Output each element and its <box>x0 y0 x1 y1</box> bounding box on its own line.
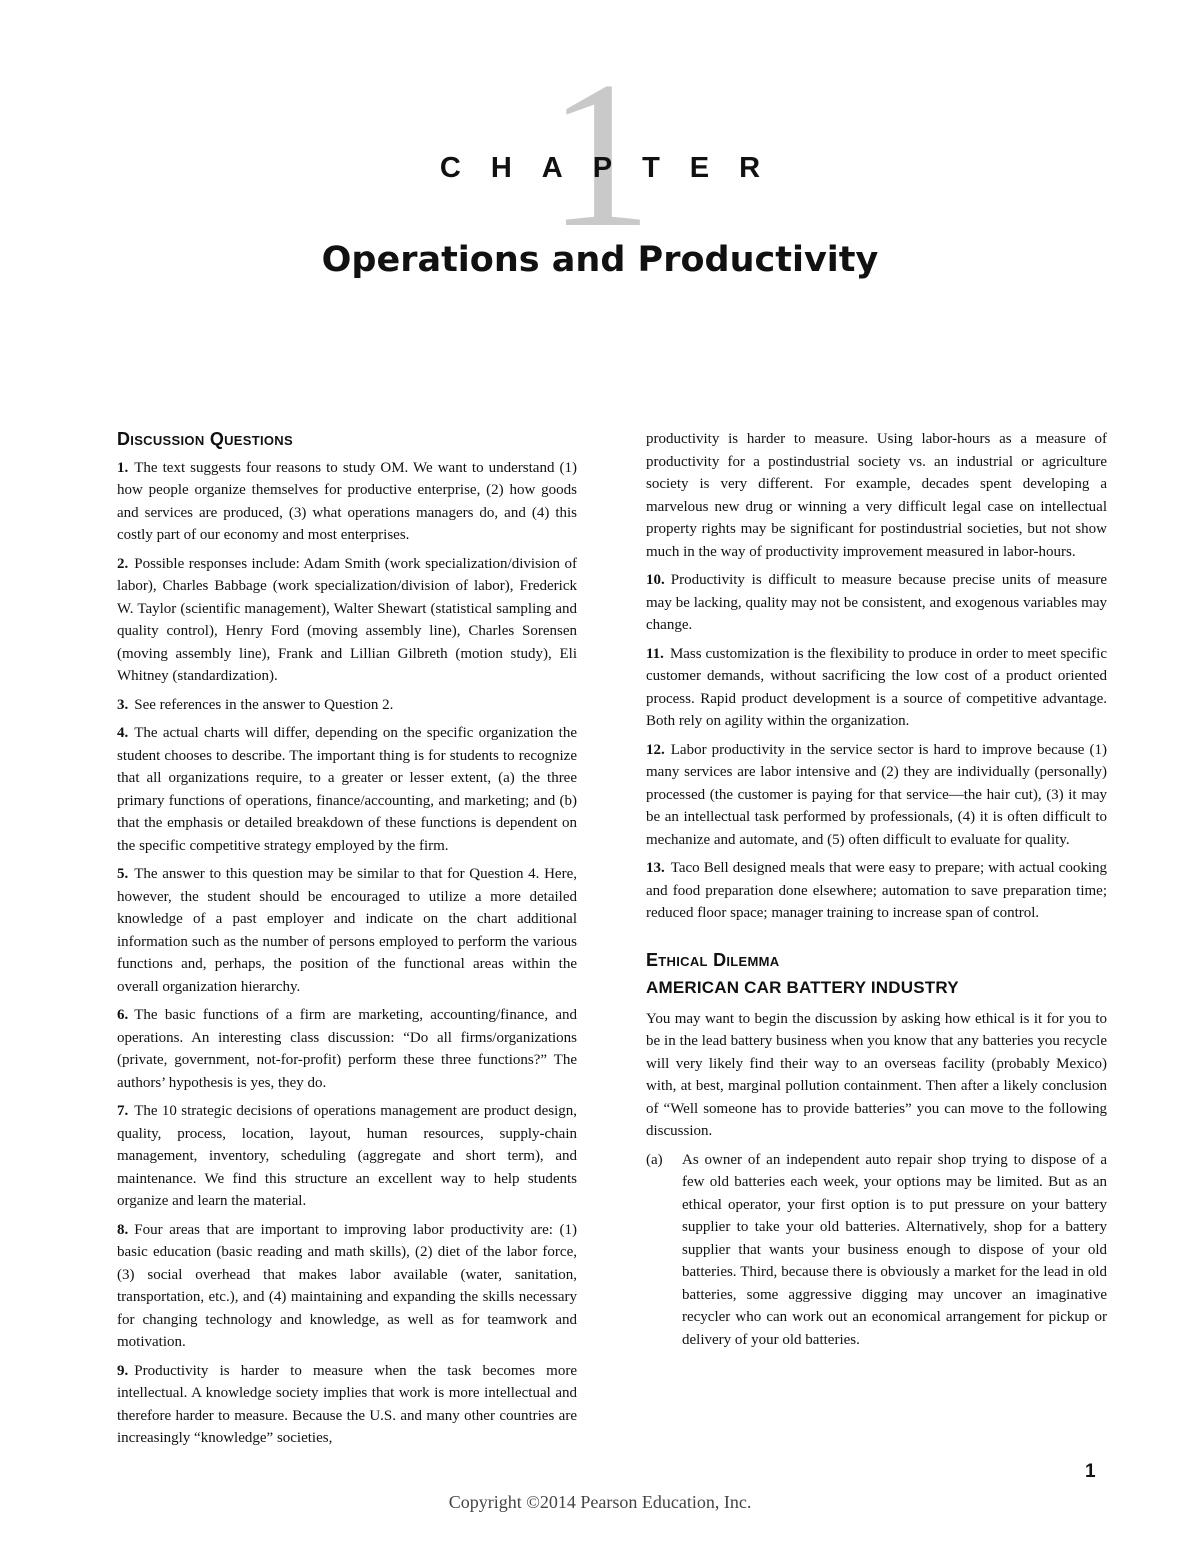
question-9 <box>117 1360 577 1450</box>
question-text: Productivity is harder to measure when the task becomes more intellectual. A knowledge society implies that work is more intellectual and therefore harder to measure. Because the U.S. and many other countries are increasingly “knowledge” societies, <box>117 1362 577 1446</box>
question-6 <box>117 1004 577 1094</box>
question-8 <box>117 1219 577 1354</box>
question-4 <box>117 722 577 857</box>
question-5 <box>117 863 577 998</box>
question-number: 1. <box>117 459 129 476</box>
question-11 <box>646 643 1107 733</box>
question-13 <box>646 857 1107 925</box>
question-number: 12. <box>646 741 665 758</box>
left-column <box>117 428 577 1456</box>
question-text: The 10 strategic decisions of operations management are product design, quality, process, location, layout, human resources, supply-chain management, inventory, scheduling (aggregate and short term), and maintenance. We find this structure an excellent way to help students organize and learn the material. <box>117 1103 577 1209</box>
question-2 <box>117 553 577 688</box>
chapter-label: CHAPTER <box>439 152 791 184</box>
list-item-label: (a) <box>646 1151 663 1168</box>
copyright-notice: Copyright ©2014 Pearson Education, Inc. <box>448 1492 752 1512</box>
question-text: The basic functions of a firm are marketing, accounting/finance, and operations. An interesting class discussion: “Do all firms/organizations (private, government, not-for-profit) perform these three functions?” The authors’ hypothesis is yes, they do. <box>117 1007 577 1091</box>
question-number: 7. <box>117 1103 129 1119</box>
question-10 <box>646 569 1107 637</box>
question-text: The actual charts will differ, depending on the specific organization the student chooses to describe. The important thing is for students to recognize that all organizations require, to a greater or lesser extent, (a) the three primary functions of operations, finance/accounting, and marketing; and (b) that the emphasis or detailed breakdown of these functions is dependent on the specific competitive strategy employed by the firm. <box>117 725 577 854</box>
page-number: 1 <box>1085 1461 1096 1482</box>
question-7 <box>117 1100 577 1213</box>
question-12 <box>646 739 1107 852</box>
ethical-dilemma-heading: Ethical Dilemma <box>646 949 780 970</box>
question-number: 9. <box>117 1362 129 1379</box>
question-1 <box>117 457 577 547</box>
ethical-dilemma-intro: You may want to begin the discussion by asking how ethical is it for you to be in the lead battery business when you know that any batteries you recycle will very likely find their way to an overseas facility (probably Mexico) with, at best, marginal pollution containment. Then after a likely conclusion of “Well someone has to provide batteries” you can move to the following discussion. <box>646 1010 1107 1139</box>
question-number: 3. <box>117 696 129 713</box>
question-text: Labor productivity in the service sector is hard to improve because (1) many services are labor intensive and (2) they are individually (personally) processed (the customer is paying for that service—the hair cut), (3) it may be an intellectual task performed by professionals, (4) it is often difficult to mechanize and automate, and (5) often difficult to evaluate for quality. <box>646 741 1107 848</box>
question-text: Productivity is difficult to measure because precise units of measure may be lacking, quality may not be consistent, and exogenous variables may change. <box>646 572 1107 633</box>
question-number: 2. <box>117 555 129 572</box>
question-number: 8. <box>117 1221 129 1238</box>
question-number: 6. <box>117 1007 129 1023</box>
question-number: 10. <box>646 572 665 588</box>
question-text: Taco Bell designed meals that were easy to prepare; with actual cooking and food preparation done elsewhere; automation to save preparation time; reduced floor space; manager training to increase span of control. <box>646 860 1107 921</box>
chapter-numeral: 1 <box>547 39 653 271</box>
list-item-text: As owner of an independent auto repair shop trying to dispose of a few old batteries each week, your options may be limited. But as an ethical operator, your first option is to put pressure on your battery supplier to take your old batteries. Alternatively, shop for a battery supplier that wants your business enough to dispose of your old batteries. Third, because there is obviously a market for the lead in old batteries, some aggressive digging may uncover an imaginative recycler who can work out an economical arrangement for pickup or delivery of your old batteries. <box>682 1151 1107 1348</box>
question-number: 5. <box>117 866 129 882</box>
question-number: 11. <box>646 645 664 662</box>
chapter-title: Operations and Productivity <box>321 240 879 280</box>
question-number: 4. <box>117 725 129 741</box>
question-9-continuation: productivity is harder to measure. Using labor-hours as a measure of productivity for a postindustrial society vs. an industrial or agriculture society is very different. For example, decades spent developing a marvelous new drug or winning a very difficult legal case on intellectual property rights may be significant for postindustrial societies, but not show much in the way of productivity improvement measured in labor-hours. <box>646 431 1107 560</box>
ethical-dilemma-item-a <box>646 1149 1107 1352</box>
right-column <box>646 428 1107 1351</box>
discussion-questions-heading: Discussion Questions <box>117 429 293 449</box>
question-text: Possible responses include: Adam Smith (work specialization/division of labor), Charles Babbage (work specialization/division of labor), Frederick W. Taylor (scientific management), Walter Shewart (statistical sampling and quality control), Henry Ford (moving assembly line), Charles Sorensen (moving assembly line), Frank and Lillian Gilbreth (motion study), Eli Whitney (standardization). <box>117 555 577 684</box>
question-text: The text suggests four reasons to study OM. We want to understand (1) how people organize themselves for productive enterprise, (2) how goods and services are produced, (3) what operations managers do, and (4) this costly part of our economy and most enterprises. <box>117 459 577 543</box>
question-text: Mass customization is the flexibility to produce in order to meet specific customer demands, without sacrificing the low cost of a product oriented process. Rapid product development is a source of competitive advantage. Both rely on agility within the organization. <box>646 645 1107 729</box>
question-text: The answer to this question may be similar to that for Question 4. Here, however, the student should be encouraged to utilize a more detailed knowledge of a past employer and indicate on the chart additional information such as the number of persons employed to perform the various functions and, perhaps, the position of the functional areas within the overall organization hierarchy. <box>117 866 577 995</box>
ethical-dilemma-subheading: AMERICAN CAR BATTERY INDUSTRY <box>646 978 959 997</box>
question-number: 13. <box>646 860 665 876</box>
question-3 <box>117 694 577 717</box>
question-text: See references in the answer to Question 2. <box>134 696 394 713</box>
question-text: Four areas that are important to improving labor productivity are: (1) basic education (basic reading and math skills), (2) diet of the labor force, (3) social overhead that makes labor available (water, sanitation, transportation, etc.), and (4) maintaining and expanding the skills necessary for changing technology and knowledge, as well as for teamwork and motivation. <box>117 1221 577 1350</box>
